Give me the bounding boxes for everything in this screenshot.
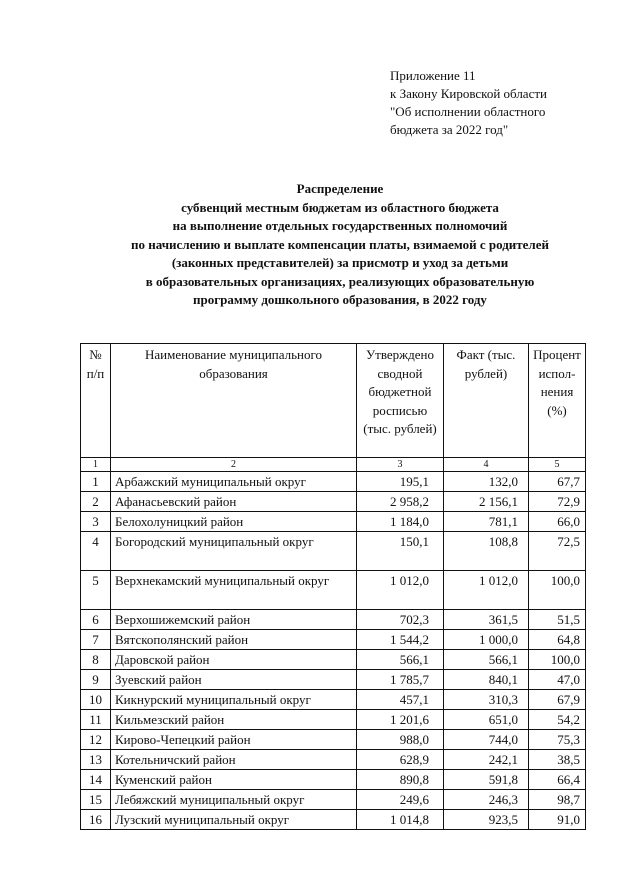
fact-amount: 651,0 — [444, 710, 529, 730]
approved-amount: 1 785,7 — [357, 670, 444, 690]
table-row — [81, 790, 586, 810]
execution-percent: 38,5 — [529, 750, 586, 770]
column-number: 2 — [111, 458, 357, 472]
fact-amount: 840,1 — [444, 670, 529, 690]
execution-percent: 47,0 — [529, 670, 586, 690]
approved-amount: 702,3 — [357, 610, 444, 630]
municipality-name: Богородский муниципальный округ — [111, 532, 357, 571]
approved-amount: 195,1 — [357, 472, 444, 492]
approved-amount: 988,0 — [357, 730, 444, 750]
title-line: по начислению и выплате компенсации платы, взимаемой с родителей — [131, 236, 549, 252]
row-number: 16 — [81, 810, 111, 830]
fact-amount: 781,1 — [444, 512, 529, 532]
execution-percent: 100,0 — [529, 650, 586, 670]
execution-percent: 54,2 — [529, 710, 586, 730]
fact-amount: 310,3 — [444, 690, 529, 710]
header-row — [81, 344, 586, 458]
row-number: 5 — [81, 571, 111, 610]
municipality-name: Котельничский район — [111, 750, 357, 770]
municipality-name: Вятскополянский район — [111, 630, 357, 650]
row-number: 4 — [81, 532, 111, 571]
header-percent: Процент испол-нения (%) — [529, 344, 586, 458]
title-line: Распределение — [296, 181, 384, 196]
header-name: Наименование муниципального образования — [111, 344, 357, 458]
municipality-name: Зуевский район — [111, 670, 357, 690]
fact-amount: 361,5 — [444, 610, 529, 630]
fact-amount: 108,8 — [444, 532, 529, 571]
header-approved: Утверждено сводной бюджетной росписью (тыс. рублей) — [357, 344, 444, 458]
municipality-name: Кикнурский муниципальный округ — [111, 690, 357, 710]
row-number: 6 — [81, 610, 111, 630]
document-title — [70, 180, 610, 310]
header-fact: Факт (тыс. рублей) — [444, 344, 529, 458]
execution-percent: 72,9 — [529, 492, 586, 512]
execution-percent: 64,8 — [529, 630, 586, 650]
municipality-name: Лебяжский муниципальный округ — [111, 790, 357, 810]
municipality-name: Белохолуницкий район — [111, 512, 357, 532]
table-row — [81, 710, 586, 730]
row-number: 10 — [81, 690, 111, 710]
municipality-name: Арбажский муниципальный округ — [111, 472, 357, 492]
approved-amount: 1 014,8 — [357, 810, 444, 830]
row-number: 13 — [81, 750, 111, 770]
row-number: 2 — [81, 492, 111, 512]
table-row — [81, 472, 586, 492]
column-number: 4 — [444, 458, 529, 472]
table-row — [81, 730, 586, 750]
execution-percent: 67,9 — [529, 690, 586, 710]
execution-percent: 72,5 — [529, 532, 586, 571]
municipality-name: Верхнекамский муниципальный округ — [111, 571, 357, 610]
execution-percent: 66,4 — [529, 770, 586, 790]
row-number: 8 — [81, 650, 111, 670]
appendix-line: "Об исполнении областного — [390, 104, 546, 119]
column-number-row — [81, 458, 586, 472]
row-number: 3 — [81, 512, 111, 532]
approved-amount: 890,8 — [357, 770, 444, 790]
approved-amount: 1 184,0 — [357, 512, 444, 532]
municipality-name: Верхошижемский район — [111, 610, 357, 630]
execution-percent: 75,3 — [529, 730, 586, 750]
approved-amount: 566,1 — [357, 650, 444, 670]
row-number: 11 — [81, 710, 111, 730]
row-number: 1 — [81, 472, 111, 492]
table-row — [81, 571, 586, 610]
fact-amount: 132,0 — [444, 472, 529, 492]
approved-amount: 457,1 — [357, 690, 444, 710]
approved-amount: 249,6 — [357, 790, 444, 810]
execution-percent: 91,0 — [529, 810, 586, 830]
appendix-line: к Закону Кировской области — [390, 86, 547, 101]
municipality-name: Куменский район — [111, 770, 357, 790]
municipality-name: Лузский муниципальный округ — [111, 810, 357, 830]
approved-amount: 2 958,2 — [357, 492, 444, 512]
row-number: 15 — [81, 790, 111, 810]
table-row — [81, 512, 586, 532]
appendix-line: Приложение 11 — [390, 68, 476, 83]
execution-percent: 66,0 — [529, 512, 586, 532]
fact-amount: 1 012,0 — [444, 571, 529, 610]
header-number: № п/п — [81, 344, 111, 458]
appendix-line: бюджета за 2022 год" — [390, 122, 509, 137]
table-row — [81, 630, 586, 650]
approved-amount: 150,1 — [357, 532, 444, 571]
title-line: (законных представителей) за присмотр и уход за детьми — [171, 255, 509, 270]
title-line: субвенций местным бюджетам из областного бюджета — [181, 199, 499, 215]
row-number: 9 — [81, 670, 111, 690]
fact-amount: 591,8 — [444, 770, 529, 790]
fact-amount: 744,0 — [444, 730, 529, 750]
execution-percent: 51,5 — [529, 610, 586, 630]
table-row — [81, 810, 586, 830]
distribution-table — [80, 343, 586, 830]
row-number: 7 — [81, 630, 111, 650]
table-row — [81, 670, 586, 690]
fact-amount: 2 156,1 — [444, 492, 529, 512]
fact-amount: 923,5 — [444, 810, 529, 830]
table-row — [81, 750, 586, 770]
column-number: 5 — [529, 458, 586, 472]
municipality-name: Даровской район — [111, 650, 357, 670]
table-row — [81, 492, 586, 512]
fact-amount: 246,3 — [444, 790, 529, 810]
table-row — [81, 610, 586, 630]
column-number: 1 — [81, 458, 111, 472]
approved-amount: 1 012,0 — [357, 571, 444, 610]
execution-percent: 98,7 — [529, 790, 586, 810]
table-row — [81, 690, 586, 710]
row-number: 14 — [81, 770, 111, 790]
title-line: программу дошкольного образования, в 2022 году — [193, 292, 487, 307]
approved-amount: 1 544,2 — [357, 630, 444, 650]
execution-percent: 67,7 — [529, 472, 586, 492]
table-row — [81, 532, 586, 571]
fact-amount: 566,1 — [444, 650, 529, 670]
municipality-name: Кильмезский район — [111, 710, 357, 730]
approved-amount: 1 201,6 — [357, 710, 444, 730]
column-number: 3 — [357, 458, 444, 472]
title-line: в образовательных организациях, реализующих образовательную — [145, 273, 535, 289]
execution-percent: 100,0 — [529, 571, 586, 610]
row-number: 12 — [81, 730, 111, 750]
municipality-name: Афанасьевский район — [111, 492, 357, 512]
approved-amount: 628,9 — [357, 750, 444, 770]
appendix-note — [390, 67, 547, 139]
title-line: на выполнение отдельных государственных полномочий — [172, 218, 508, 233]
municipality-name: Кирово-Чепецкий район — [111, 730, 357, 750]
fact-amount: 242,1 — [444, 750, 529, 770]
table-row — [81, 650, 586, 670]
table-row — [81, 770, 586, 790]
fact-amount: 1 000,0 — [444, 630, 529, 650]
